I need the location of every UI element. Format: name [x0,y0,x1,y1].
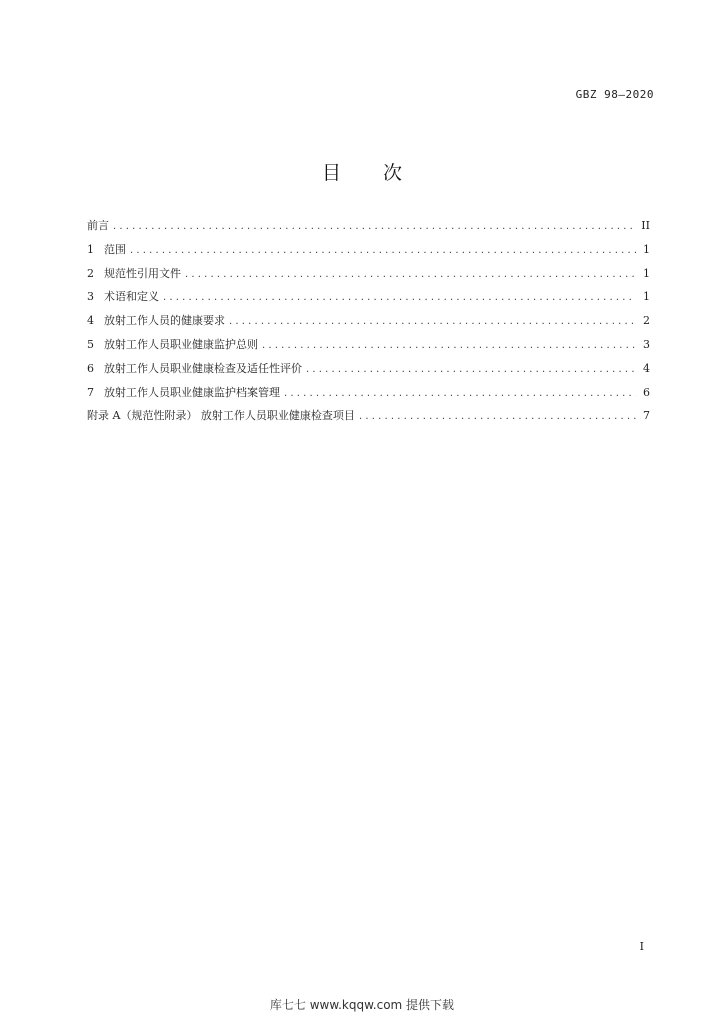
toc-entry-3[interactable] [87,289,650,313]
toc-entry-7[interactable] [87,385,650,409]
toc-leader-dots [229,314,636,330]
toc-entry-number: 6 [87,361,94,375]
toc-entry-label: 放射工作人员职业健康监护总则 [104,337,258,351]
download-watermark: 库七七 www.kqqw.com 提供下载 [269,998,455,1012]
toc-entry-label: 附录 A（规范性附录） 放射工作人员职业健康检查项目 [87,409,355,423]
toc-entry-label: 术语和定义 [104,290,159,304]
toc-entry-page: 7 [643,409,650,423]
toc-entry-4[interactable] [87,313,650,337]
page-title: 目 次 [321,162,421,184]
table-of-contents [87,218,650,432]
toc-entry-page: 4 [643,361,650,375]
toc-entry-label: 放射工作人员职业健康监护档案管理 [104,385,280,399]
toc-entry-label: 范围 [104,242,126,256]
standard-code: GBZ 98—2020 [575,88,654,101]
toc-entry-number: 7 [87,385,94,399]
toc-leader-dots [359,409,636,425]
toc-entry-page: 1 [643,242,650,256]
toc-entry-label: 前言 [87,219,109,232]
toc-entry-number: 1 [87,242,94,256]
toc-entry-label: 放射工作人员职业健康检查及适任性评价 [104,361,302,375]
toc-entry-page: 2 [643,314,650,328]
toc-leader-dots [163,290,636,306]
toc-entry-label: 规范性引用文件 [104,266,181,280]
toc-entry-page: 3 [643,337,650,351]
toc-entry-number: 5 [87,337,94,351]
toc-entry-page: 6 [643,385,650,399]
toc-entry-2[interactable] [87,266,650,290]
toc-leader-dots [284,386,636,402]
toc-leader-dots [113,219,635,235]
toc-entry-number: 2 [87,266,94,280]
toc-leader-dots [185,267,636,283]
toc-entry-page: 1 [643,290,650,304]
toc-entry-page: II [641,219,650,232]
toc-entry-number: 3 [87,290,94,304]
toc-entry-number: 4 [87,314,94,328]
toc-entry-appendix-a[interactable] [87,408,650,432]
toc-entry-5[interactable] [87,337,650,361]
toc-entry-6[interactable] [87,361,650,385]
toc-leader-dots [130,243,636,259]
toc-entry-foreword[interactable] [87,218,650,242]
page-number: I [639,940,644,953]
toc-leader-dots [262,338,636,354]
toc-entry-page: 1 [643,266,650,280]
toc-leader-dots [306,362,636,378]
toc-entry-1[interactable] [87,242,650,266]
toc-entry-label: 放射工作人员的健康要求 [104,314,225,328]
